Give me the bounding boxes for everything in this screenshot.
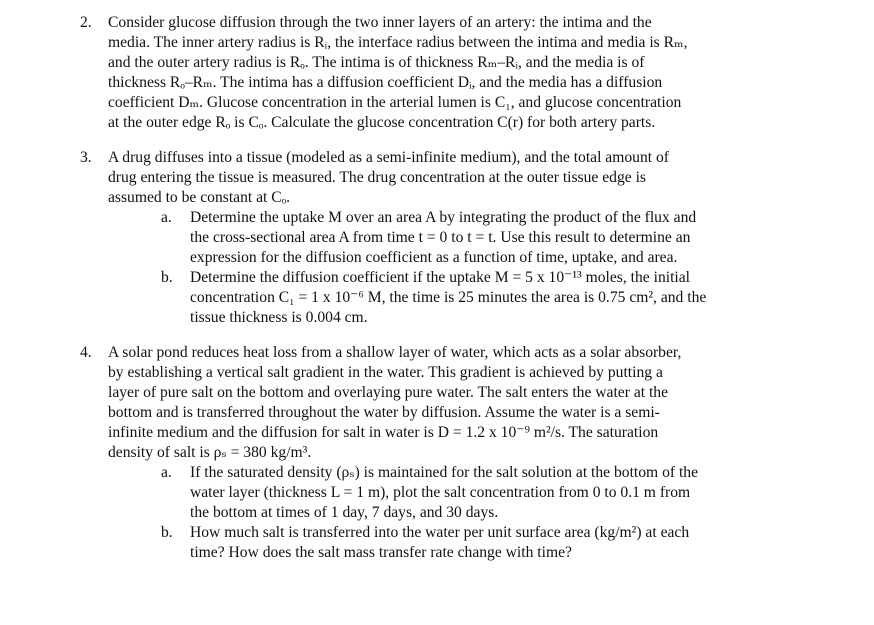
text-line: time? How does the salt mass transfer rate change with time?: [190, 544, 572, 561]
part-label: a.: [161, 464, 172, 481]
question-number: 4.: [80, 344, 92, 361]
text-line: concentration C₁ = 1 x 10⁻⁶ M, the time is 25 minutes the area is 0.75 cm², and the: [190, 289, 707, 306]
part-label: b.: [161, 524, 173, 541]
question-number: 3.: [80, 149, 92, 166]
text-line: Determine the diffusion coefficient if the uptake M = 5 x 10⁻¹³ moles, the initial: [190, 269, 690, 286]
text-line: A drug diffuses into a tissue (modeled as a semi-infinite medium), and the total amount of: [108, 149, 669, 166]
text-line: Consider glucose diffusion through the two inner layers of an artery: the intima and the: [108, 14, 652, 31]
text-line: bottom and is transferred throughout the water by diffusion. Assume the water is a semi-: [108, 404, 660, 421]
question-text: [108, 148, 788, 328]
text-line: at the outer edge Rₒ is Cₒ. Calculate the glucose concentration C(r) for both artery parts.: [108, 114, 656, 131]
text-line: A solar pond reduces heat loss from a shallow layer of water, which acts as a solar absorber,: [108, 344, 682, 361]
question-3b: [161, 268, 788, 328]
text-line: How much salt is transferred into the water per unit surface area (kg/m²) at each: [190, 524, 690, 541]
question-number: 2.: [80, 14, 92, 31]
question-text: [108, 13, 788, 133]
text-line: Determine the uptake M over an area A by integrating the product of the flux and: [190, 209, 697, 226]
text-line: layer of pure salt on the bottom and overlaying pure water. The salt enters the water at the: [108, 384, 669, 401]
question-4a: [161, 463, 788, 523]
text-line: coefficient Dₘ. Glucose concentration in the arterial lumen is C₁, and glucose concentration: [108, 94, 682, 111]
text-line: thickness Rₒ–Rₘ. The intima has a diffusion coefficient Dᵢ, and the media has a diffusion: [108, 74, 663, 91]
text-line: drug entering the tissue is measured. The drug concentration at the outer tissue edge is: [108, 169, 646, 186]
text-line: water layer (thickness L = 1 m), plot the salt concentration from 0 to 0.1 m from: [190, 484, 691, 501]
text-line: If the saturated density (ρₛ) is maintained for the salt solution at the bottom of the: [190, 464, 699, 481]
text-line: infinite medium and the diffusion for salt in water is D = 1.2 x 10⁻⁹ m²/s. The saturation: [108, 424, 659, 441]
part-label: b.: [161, 269, 173, 286]
text-line: tissue thickness is 0.004 cm.: [190, 309, 368, 326]
text-line: by establishing a vertical salt gradient in the water. This gradient is achieved by putting a: [108, 364, 663, 381]
question-text: [108, 343, 788, 563]
part-label: a.: [161, 209, 172, 226]
text-line: the cross-sectional area A from time t = 0 to t = t. Use this result to determine an: [190, 229, 691, 246]
question-4b: [161, 523, 788, 563]
text-line: assumed to be constant at Cₒ.: [108, 189, 291, 206]
text-line: expression for the diffusion coefficient as a function of time, uptake, and area.: [190, 249, 678, 266]
question-3a: [161, 208, 788, 268]
text-line: the bottom at times of 1 day, 7 days, and 30 days.: [190, 504, 499, 521]
text-line: media. The inner artery radius is Rᵢ, the interface radius between the intima and media is Rₘ,: [108, 34, 688, 51]
text-line: and the outer artery radius is Rₒ. The intima is of thickness Rₘ–Rᵢ, and the media is of: [108, 54, 645, 71]
text-line: density of salt is ρₛ = 380 kg/m³.: [108, 444, 312, 461]
